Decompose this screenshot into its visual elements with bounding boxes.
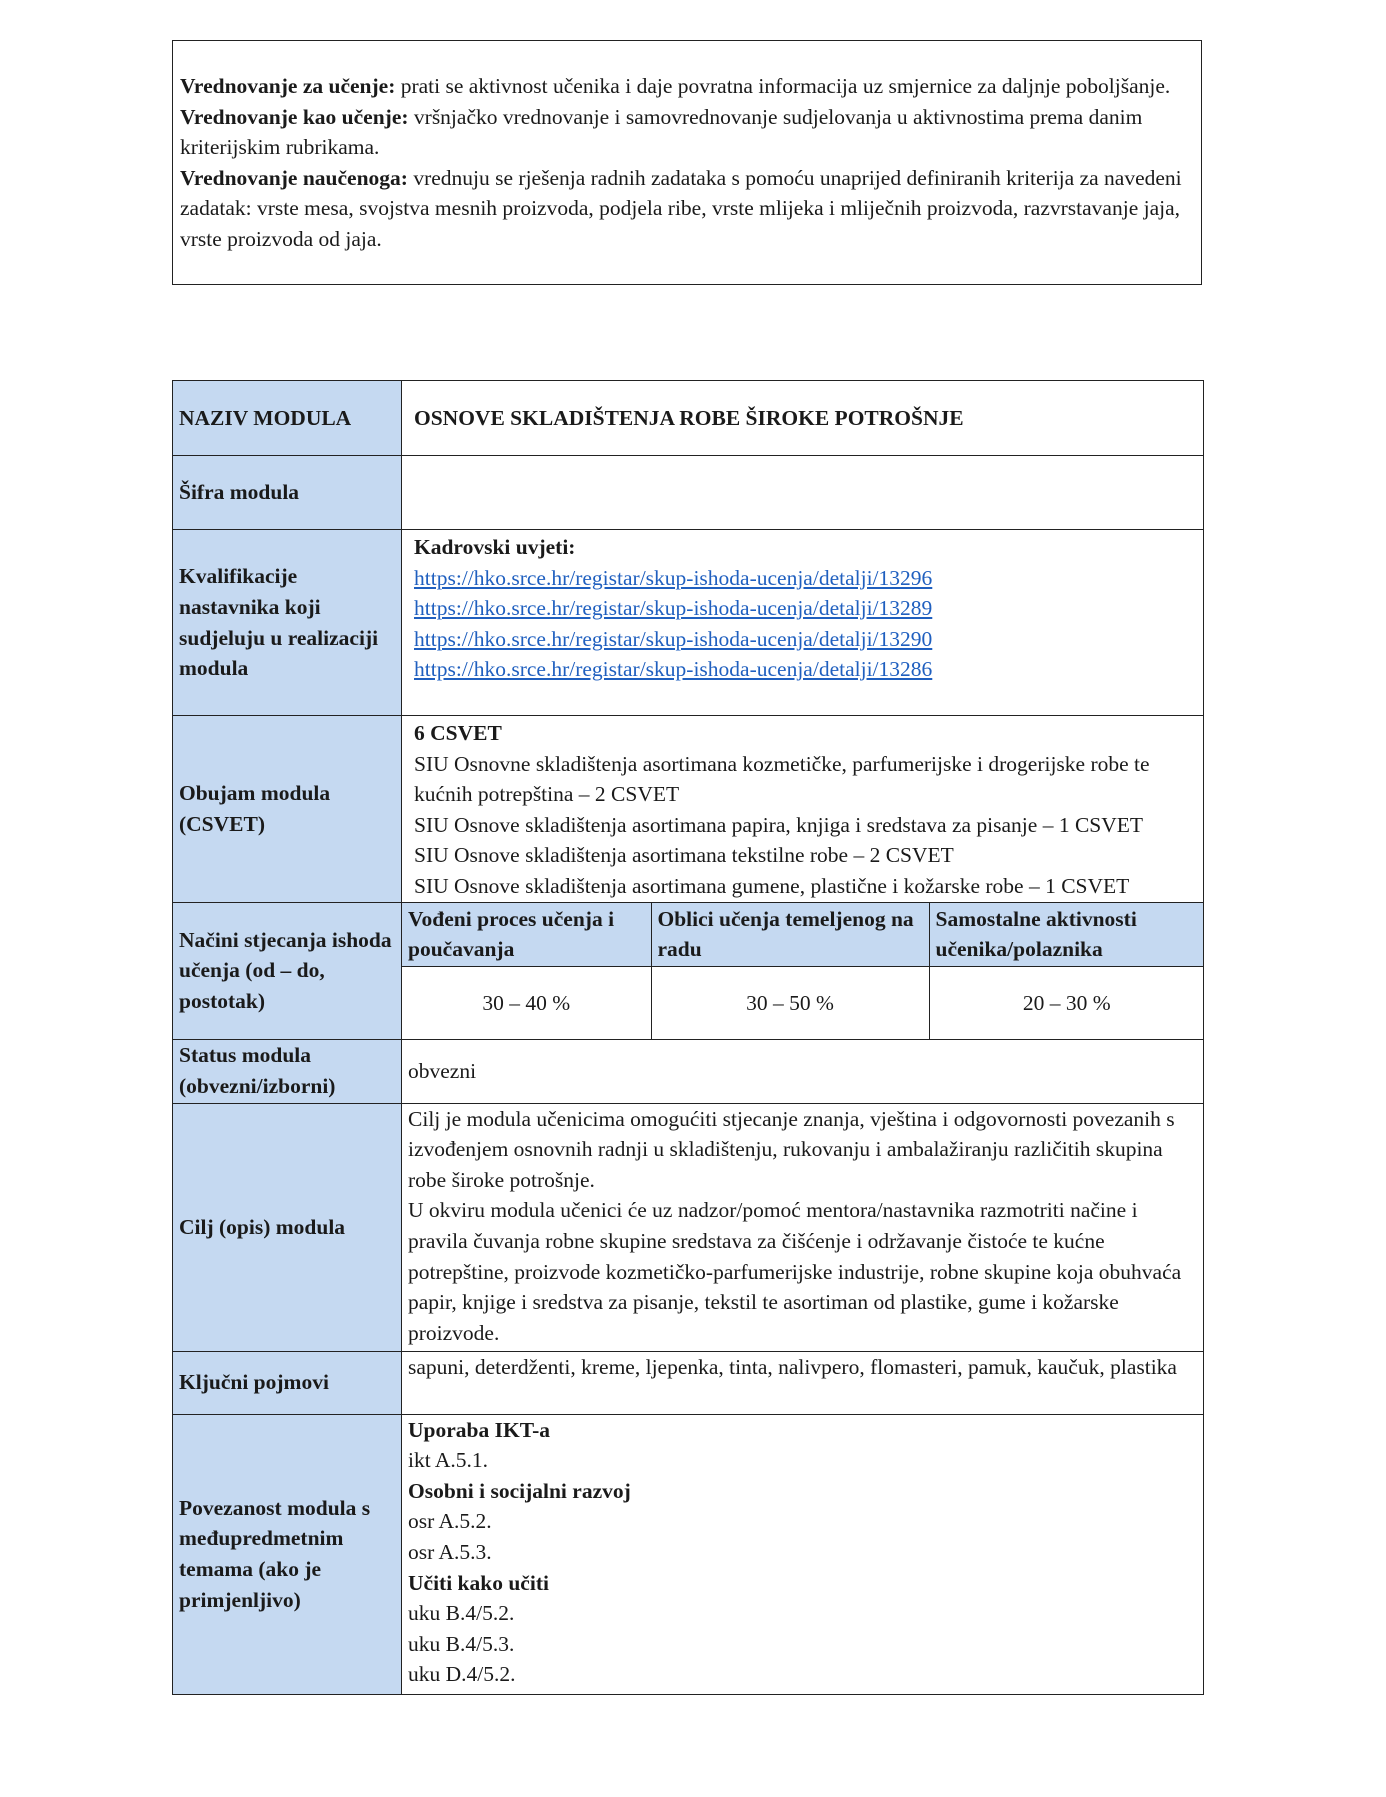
cross-heading: Učiti kako učiti bbox=[408, 1570, 549, 1595]
status-label: Status modula (obvezni/izborni) bbox=[173, 1039, 402, 1103]
evaluation-as-learning: Vrednovanje kao učenje: vršnjačko vrednovanje i samovrednovanje sudjelovanja u aktivnostima prema danim kriterijskim rubrikama. bbox=[180, 104, 1143, 160]
methods-value bbox=[402, 902, 1204, 1039]
methods-value-cell: 20 – 30 % bbox=[929, 967, 1204, 1039]
methods-header: Samostalne aktivnosti učenika/polaznika bbox=[929, 903, 1204, 967]
evaluation-of-learning: Vrednovanje naučenoga: vrednuju se rješenja radnih zadataka s pomoću unaprijed definiranih kriterija za navedeni zadatak: vrste mesa, svojstva mesnih proizvoda, podjela ribe, vrste mlijeka i mliječnih proizvoda, razvrstavanje jaja, vrste proizvoda od jaja. bbox=[180, 165, 1182, 251]
cross-curricular-value bbox=[402, 1414, 1204, 1694]
qualifications-value bbox=[402, 530, 1204, 716]
module-name-label: NAZIV MODULA bbox=[173, 381, 402, 456]
keywords-value: sapuni, deterdženti, kreme, ljepenka, tinta, nalivpero, flomasteri, pamuk, kaučuk, plastika bbox=[402, 1351, 1204, 1414]
module-table bbox=[172, 380, 1204, 1695]
qualifications-label: Kvalifikacije nastavnika koji sudjeluju u realizaciji modula bbox=[173, 530, 402, 716]
scope-line: SIU Osnove skladištenja asortimana papira, knjiga i sredstava za pisanje – 1 CSVET bbox=[414, 812, 1144, 837]
methods-label: Načini stjecanja ishoda učenja (od – do, postotak) bbox=[173, 902, 402, 1039]
methods-header: Vođeni proces učenja i poučavanja bbox=[402, 903, 651, 967]
module-code-label: Šifra modula bbox=[173, 456, 402, 530]
row-cross-curricular bbox=[173, 1414, 1204, 1694]
status-value: obvezni bbox=[402, 1039, 1204, 1103]
cross-curricular-label: Povezanost modula s međupredmetnim temama (ako je primjenljivo) bbox=[173, 1414, 402, 1694]
methods-value-cell: 30 – 40 % bbox=[402, 967, 651, 1039]
qualification-link[interactable]: https://hko.srce.hr/registar/skup-ishoda-ucenja/detalji/13286 bbox=[414, 657, 933, 682]
cross-item: uku D.4/5.2. bbox=[408, 1662, 516, 1687]
qualification-link[interactable]: https://hko.srce.hr/registar/skup-ishoda-ucenja/detalji/13289 bbox=[414, 596, 933, 621]
qualification-link[interactable]: https://hko.srce.hr/registar/skup-ishoda-ucenja/detalji/13296 bbox=[414, 565, 933, 590]
row-methods bbox=[173, 902, 1204, 1039]
cross-item: ikt A.5.1. bbox=[408, 1448, 489, 1473]
cross-item: osr A.5.2. bbox=[408, 1509, 492, 1534]
goal-value bbox=[402, 1103, 1204, 1351]
cross-heading: Uporaba IKT-a bbox=[408, 1417, 550, 1442]
evaluation-box bbox=[172, 40, 1202, 285]
module-code-value bbox=[402, 456, 1204, 530]
row-qualifications bbox=[173, 530, 1204, 716]
scope-line: SIU Osnovne skladištenja asortimana kozmetičke, parfumerijske i drogerijske robe te kućnih potrepština – 2 CSVET bbox=[414, 751, 1150, 807]
cross-item: osr A.5.3. bbox=[408, 1539, 492, 1564]
row-scope bbox=[173, 716, 1204, 903]
row-status bbox=[173, 1039, 1204, 1103]
row-goal bbox=[173, 1103, 1204, 1351]
methods-table bbox=[402, 903, 1204, 1039]
methods-value-cell: 30 – 50 % bbox=[651, 967, 929, 1039]
scope-total: 6 CSVET bbox=[414, 721, 502, 745]
scope-label: Obujam modula (CSVET) bbox=[173, 716, 402, 903]
qualification-link[interactable]: https://hko.srce.hr/registar/skup-ishoda-ucenja/detalji/13290 bbox=[414, 626, 933, 651]
row-module-code bbox=[173, 456, 1204, 530]
goal-paragraph: Cilj je modula učenicima omogućiti stjecanje znanja, vještina i odgovornosti povezanih s izvođenjem osnovnih radnji u skladištenju, rukovanju i ambalažiranju različitih skupina robe široke potrošnje. bbox=[408, 1106, 1175, 1192]
scope-line: SIU Osnove skladištenja asortimana tekstilne robe – 2 CSVET bbox=[414, 843, 954, 868]
row-module-name bbox=[173, 381, 1204, 456]
keywords-label: Ključni pojmovi bbox=[173, 1351, 402, 1414]
goal-paragraph: U okviru modula učenici će uz nadzor/pomoć mentora/nastavnika razmotriti načine i pravila čuvanja robne skupine sredstava za čišćenje i održavanje čistoće te kućne potrepštine, proizvode kozmetičko-parfumerijske industrije, robne skupine koja obuhvaća papir, knjige i sredstva za pisanje, tekstil te asortiman od plastike, gume i kožarske proizvode. bbox=[408, 1198, 1182, 1345]
scope-line: SIU Osnove skladištenja asortimana gumene, plastične i kožarske robe – 1 CSVET bbox=[414, 873, 1130, 898]
cross-item: uku B.4/5.2. bbox=[408, 1601, 515, 1626]
goal-label: Cilj (opis) modula bbox=[173, 1103, 402, 1351]
scope-value bbox=[402, 716, 1204, 903]
cross-heading: Osobni i socijalni razvoj bbox=[408, 1478, 631, 1503]
row-keywords bbox=[173, 1351, 1204, 1414]
methods-header: Oblici učenja temeljenog na radu bbox=[651, 903, 929, 967]
evaluation-for-learning: Vrednovanje za učenje: prati se aktivnost učenika i daje povratna informacija uz smjernice za daljnje poboljšanje. bbox=[180, 74, 1171, 98]
qualifications-heading: Kadrovski uvjeti: bbox=[414, 535, 576, 559]
cross-item: uku B.4/5.3. bbox=[408, 1631, 515, 1656]
module-name-value: OSNOVE SKLADIŠTENJA ROBE ŠIROKE POTROŠNJE bbox=[402, 381, 1204, 456]
